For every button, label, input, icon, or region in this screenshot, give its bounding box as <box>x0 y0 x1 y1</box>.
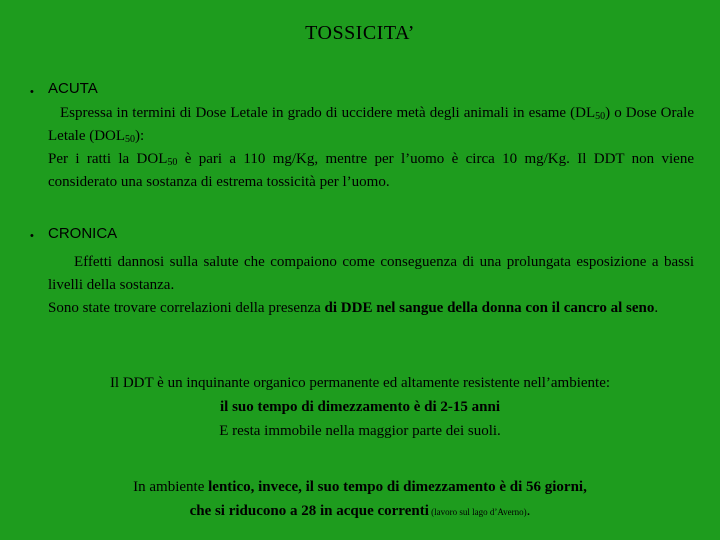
persistence-block <box>0 371 720 443</box>
persistence-line-2: il suo tempo di dimezzamento è di 2-15 anni <box>220 399 500 415</box>
bullet-acuta: • <box>30 86 34 98</box>
persistence-line-1: Il DDT è un inquinante organico permanente ed altamente resistente nell’ambiente: <box>109 375 611 391</box>
lentic-line-2: che si riducono a 28 in acque correnti (lavoro sul lago d’Averno). <box>189 503 531 519</box>
persistence-line-3: E resta immobile nella maggior parte dei suoli. <box>219 423 501 439</box>
acuta-paragraph-1: Espressa in termini di Dose Letale in grado di uccidere metà degli animali in esame $(DL_{50})$ o Dose Orale Letale $(DOL_{50})$: <box>48 105 694 145</box>
bullet-cronica: • <box>30 230 34 242</box>
lentic-line-1: In ambiente lentico, invece, il suo tempo di dimezzamento è di 56 giorni, <box>133 479 587 495</box>
cronica-paragraph-2: Sono state trovare correlazioni della presenza di DDE nel sangue della donna con il cancro al seno. <box>48 300 659 316</box>
slide-title: TOSSICITA’ <box>305 22 415 44</box>
cronica-text <box>48 251 694 320</box>
heading-cronica: CRONICA <box>48 225 118 242</box>
acuta-text <box>48 102 694 194</box>
acuta-paragraph-2: Per i ratti la $DOL_{50}$ è pari a 110 mg/Kg, mentre per l’uomo è circa 10 mg/Kg. Il DDT non viene considerato una sostanza di estrema tossicità per l’uomo. <box>48 151 694 190</box>
heading-acuta: ACUTA <box>48 80 98 97</box>
lentic-block <box>0 475 720 524</box>
cronica-paragraph-1: Effetti dannosi sulla salute che compaiono come conseguenza di una prolungata esposizione a bassi livelli della sostanza. <box>48 254 694 293</box>
